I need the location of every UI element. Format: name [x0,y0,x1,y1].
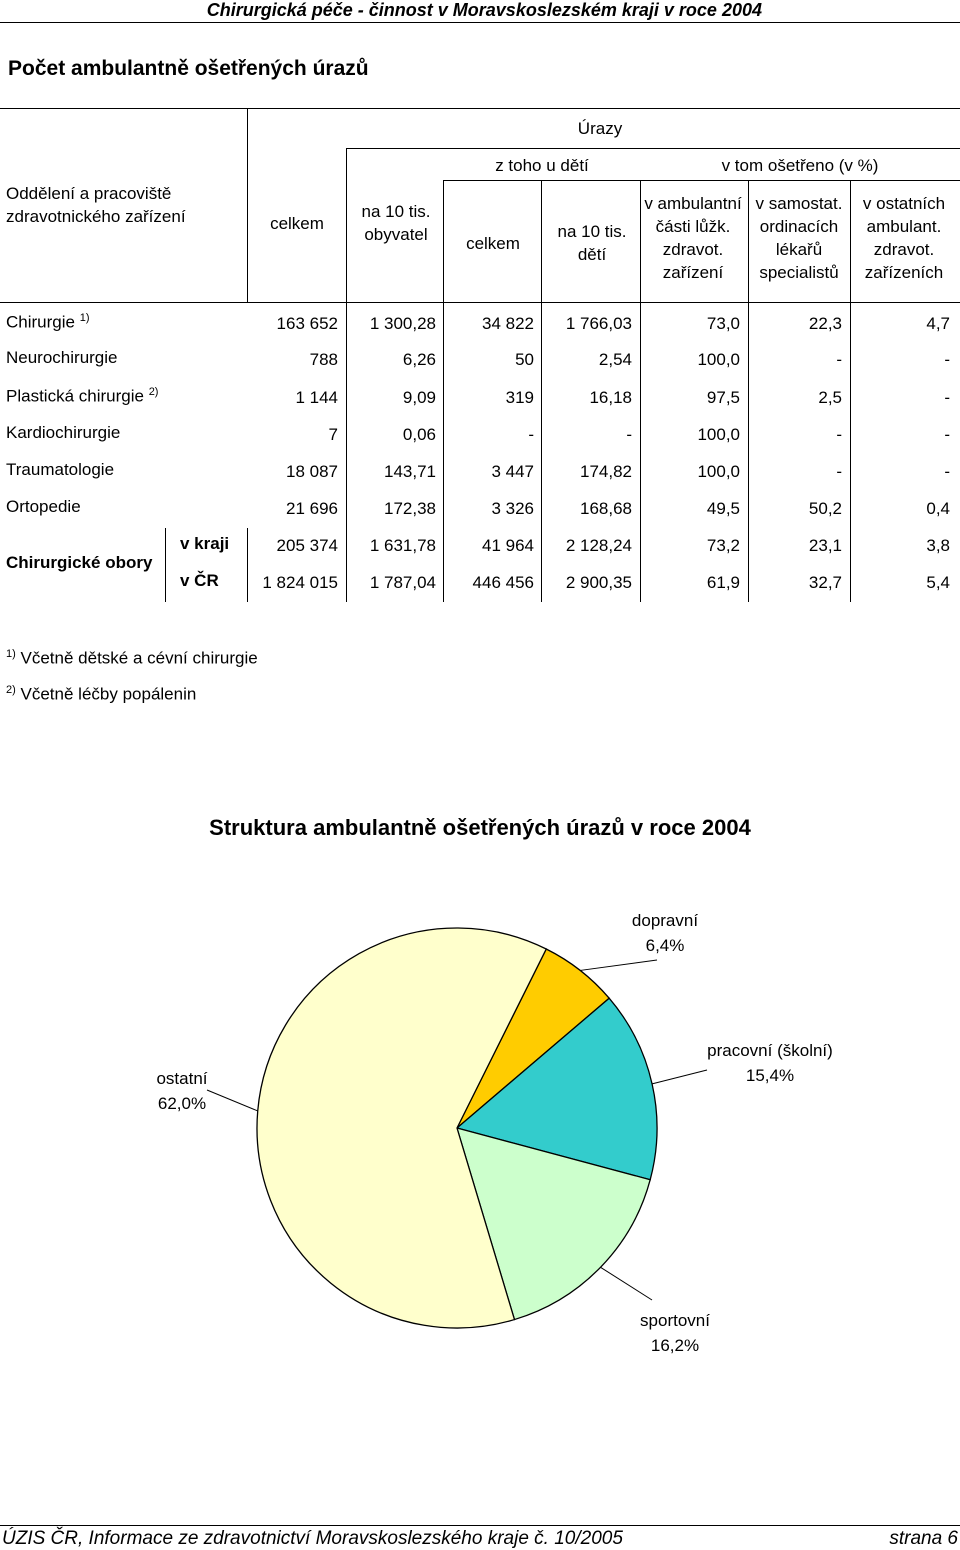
leader-line [652,1070,707,1084]
row-label-text: Traumatologie [6,460,115,479]
footnote-text: Včetně dětské a cévní chirurgie [20,648,258,668]
table-cell: 6,26 [402,350,436,369]
table-cell: 2,5 [818,388,842,407]
footnote-mark: 1) [6,648,16,660]
table-cell: 788 [309,350,338,369]
leader-line [580,960,657,970]
row-label-text: Chirurgie [6,312,75,332]
table-cell: 9,09 [402,388,436,407]
table-cell: 100,0 [697,350,740,369]
table-cell: 2,54 [598,350,632,369]
table-cell: 97,5 [706,388,740,407]
header-per10k: na 10 tis. obyvatel [361,202,431,244]
table-cell: 4,7 [926,314,950,333]
table-cell: 1 300,28 [369,314,436,333]
slice-value: 16,2% [650,1336,700,1355]
table-cell: - [528,425,534,444]
label-dopravni [610,908,720,958]
header-hospital-amb: v ambulantní části lůžk. zdravot. zařízení [644,194,742,282]
table-cell: 1 787,04 [369,573,436,592]
table-cell: 73,0 [706,314,740,333]
footer-rule [0,1525,960,1526]
table-cell: 1 631,78 [369,536,436,555]
table-cell: 1 144 [295,388,338,407]
chart-title: Struktura ambulantně ošetřených úrazů v roce 2004 [209,815,751,840]
slice-label: dopravní [631,911,699,930]
header-treated: v tom ošetřeno (v %) [721,156,879,175]
table-cell: 1 766,03 [565,314,632,333]
label-ostatni [140,1066,224,1116]
table-cell: 23,1 [808,536,842,555]
header-department: Oddělení a pracoviště zdravotnického zařízení [6,184,186,226]
table-cell: 168,68 [580,499,632,518]
table-cell: 3 326 [491,499,534,518]
table-cell: 5,4 [926,573,950,592]
header-urazy: Úrazy [577,119,623,138]
slice-value: 15,4% [745,1066,795,1085]
table-cell: 205 374 [276,536,338,555]
table-cell: 73,2 [706,536,740,555]
table-cell: 34 822 [482,314,534,333]
row-label-text: Kardiochirurgie [6,423,121,442]
header-children-total: celkem [466,234,520,253]
table-cell: 2 900,35 [565,573,632,592]
row-footnote-mark: 1) [79,312,90,324]
group-label: Chirurgické obory [6,553,153,572]
table-cell: 16,18 [589,388,632,407]
table-cell: - [836,425,842,444]
row-label-text: Plastická chirurgie [6,386,144,406]
table-cell: - [836,462,842,481]
header-celkem: celkem [270,214,324,233]
table-cell: 100,0 [697,462,740,481]
header-children-per10k: na 10 tis. dětí [557,222,627,264]
table-cell: 163 652 [276,314,338,333]
table-cell: 100,0 [697,425,740,444]
table-cell: 174,82 [580,462,632,481]
table-cell: 49,5 [706,499,740,518]
table-cell: 3 447 [491,462,534,481]
table-cell: - [626,425,632,444]
table-cell: 319 [505,388,534,407]
table-cell: 446 456 [472,573,534,592]
leader-line [601,1267,652,1300]
label-pracovni [700,1038,840,1088]
table-cell: 0,06 [402,425,436,444]
header-children: z toho u dětí [495,156,589,175]
slice-label: pracovní (školní) [707,1041,833,1060]
table-cell: - [944,388,950,407]
section-title: Počet ambulantně ošetřených úrazů [8,57,369,80]
table-cell: 21 696 [286,499,338,518]
slice-label: ostatní [156,1069,208,1088]
slice-label: sportovní [640,1311,710,1330]
table-cell: 143,71 [384,462,436,481]
row-footnote-mark: 2) [148,386,159,398]
table-cell: - [944,462,950,481]
table-cell: - [836,350,842,369]
table-cell: 32,7 [808,573,842,592]
row-label-text: Ortopedie [6,497,81,516]
slice-value: 62,0% [157,1094,207,1113]
table-cell: 50 [515,350,534,369]
table-cell: 7 [328,425,338,444]
header-specialists: v samostat. ordinacích lékařů specialistů [755,194,843,282]
group-row-label: v kraji [180,534,230,553]
table-cell: 2 128,24 [565,536,632,555]
footnote-text: Včetně léčby popálenin [20,684,197,704]
label-sportovni [620,1308,730,1358]
slice-value: 6,4% [645,936,685,955]
footer-source: ÚZIS ČR, Informace ze zdravotnictví Moravskoslezského kraje č. 10/2005 [2,1528,623,1549]
table-cell: 1 824 015 [262,573,338,592]
table-cell: - [944,425,950,444]
row-label-text: Neurochirurgie [6,348,118,367]
group-row-label: v ČR [180,571,219,590]
footer-page: strana 6 [889,1528,958,1549]
table-cell: 18 087 [286,462,338,481]
table-cell: 3,8 [926,536,950,555]
table-cell: 50,2 [808,499,842,518]
table-cell: 0,4 [926,499,950,518]
table-cell: 172,38 [384,499,436,518]
table-cell: 22,3 [808,314,842,333]
running-header-text: Chirurgická péče - činnost v Moravskoslezském kraji v roce 2004 [206,0,762,20]
table-cell: 61,9 [706,573,740,592]
table-cell: 41 964 [482,536,534,555]
header-other-amb: v ostatních ambulant. zdravot. zařízeních [862,194,946,282]
footnote-mark: 2) [6,684,16,696]
table-cell: - [944,350,950,369]
